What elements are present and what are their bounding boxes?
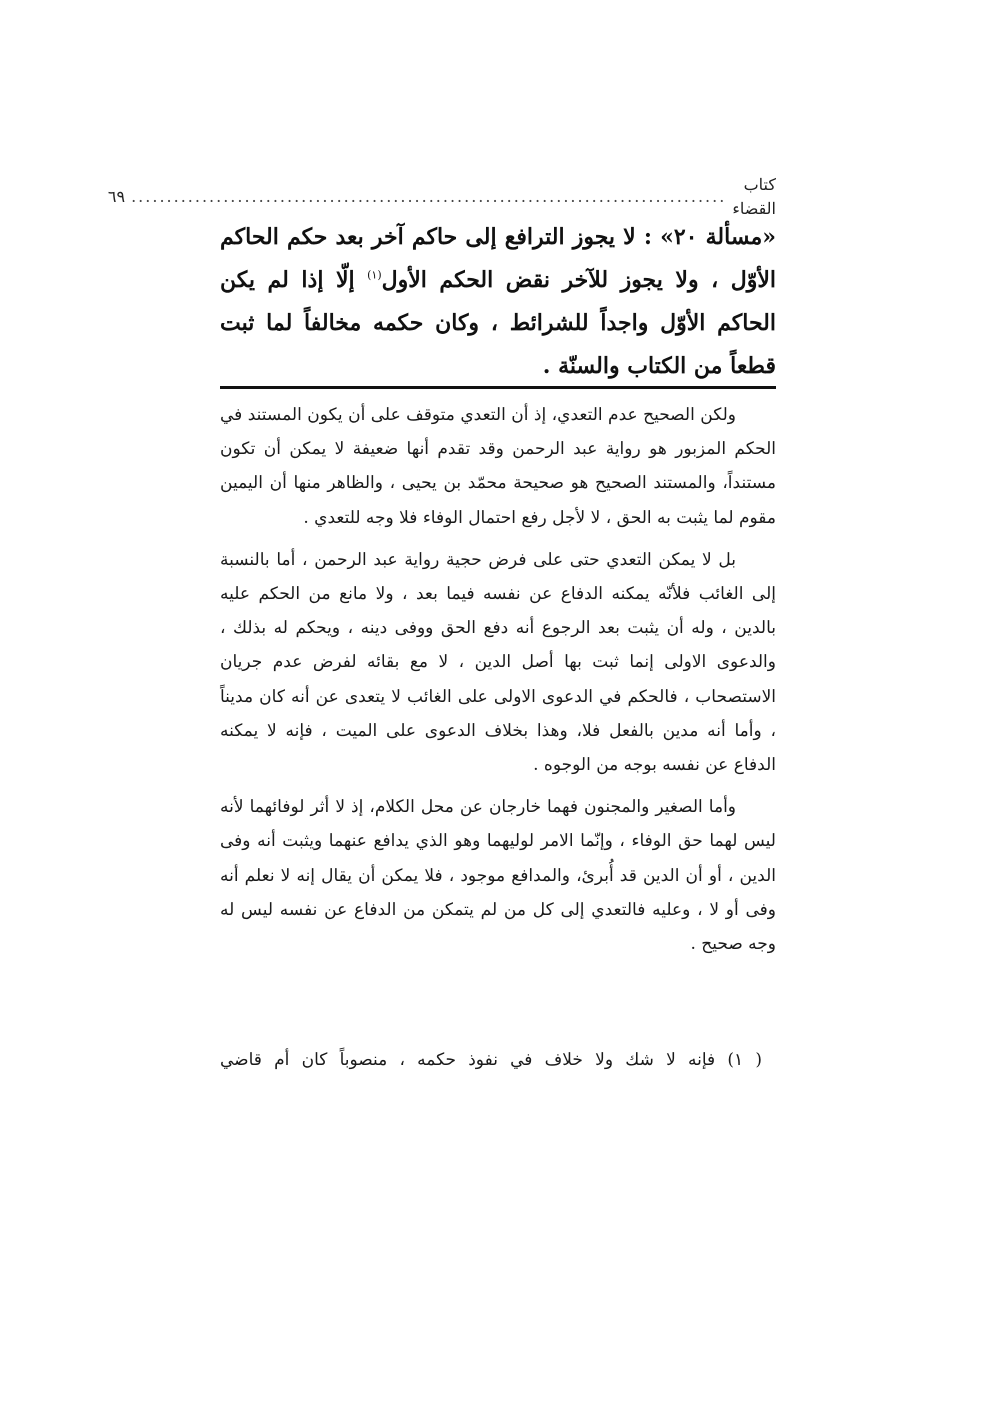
footnote: ( ١) فإنه لا شك ولا خلاف في نفوذ حكمه ، منصوباً كان أم قاضي bbox=[220, 1050, 762, 1070]
footnote-reference: (١) bbox=[367, 268, 382, 282]
commentary-paragraph-2: بل لا يمكن التعدي حتى على فرض حجية رواية عبد الرحمن ، أما بالنسبة إلى الغائب فلأنّه يمكنه الدفاع عن نفسه فيما بعد ، ولا مانع من الحكم عليه بالدين ، وله أن يثبت بعد الرجوع أنه دفع الحق ووفى دينه ، ويحكم له بذلك ، والدعوى الاولى إنما ثبت بها أصل الدين ، لا مع بقائه لفرض عدم جريان الاستصحاب ، فالحكم في الدعوى الاولى على الغائب لا يتعدى عن أنه كان مديناً ، وأما أنه مدين بالفعل فلا، وهذا بخلاف الدعوى على الميت ، فإنه لا يمكنه الدفاع عن نفسه بوجه من الوجوه . bbox=[220, 549, 776, 776]
page-number: ٦٩ bbox=[107, 187, 126, 206]
masala-text: «مسألة ٢٠» : لا يجوز الترافع إلى حاكم آخر بعد حكم الحاكم الأوّل ، ولا يجوز للآخر نقض الحكم الأول bbox=[220, 224, 776, 293]
commentary-paragraph-3: وأما الصغير والمجنون فهما خارجان عن محل الكلام، إذ لا أثر لوفائهما لأنه ليس لهما حق الوفاء ، وإنّما الامر لوليهما وهو الذي يدافع عنهما ويثبت أنه وفى الدين ، أو أن الدين قد أُبرئ، والمدافع موجود ، فلا يمكن أن يقال إنه لا نعلم أنه وفى أو لا ، وعليه فالتعدي إلى كل من لم يتمكن من الدفاع عن نفسه ليس له وجه صحيح . bbox=[220, 797, 776, 955]
running-header bbox=[107, 173, 776, 221]
separator-rule bbox=[220, 386, 776, 389]
masala-text-continued: إلّا إذا لم يكن الحاكم الأوّل واجداً للشرائط ، وكان حكمه مخالفاً لما ثبت قطعاً من الكتاب والسنّة . bbox=[220, 267, 776, 379]
commentary bbox=[220, 398, 776, 961]
masala-statement bbox=[220, 216, 776, 388]
leader-dots: .................................................................................... bbox=[131, 187, 727, 206]
commentary-paragraph-1: ولكن الصحيح عدم التعدي، إذ أن التعدي متوقف على أن يكون المستند في الحكم المزبور هو رواية عبد الرحمن وقد تقدم أنها ضعيفة لا يمكن أن تكون مستنداً، والمستند الصحيح هو صحيحة محمّد بن يحيى ، والظاهر منها أن اليمين مقوم لما يثبت به الحق ، لا لأجل رفع احتمال الوفاء فلا وجه للتعدي . bbox=[220, 405, 776, 528]
book-title: كتاب القضاء bbox=[732, 175, 776, 218]
